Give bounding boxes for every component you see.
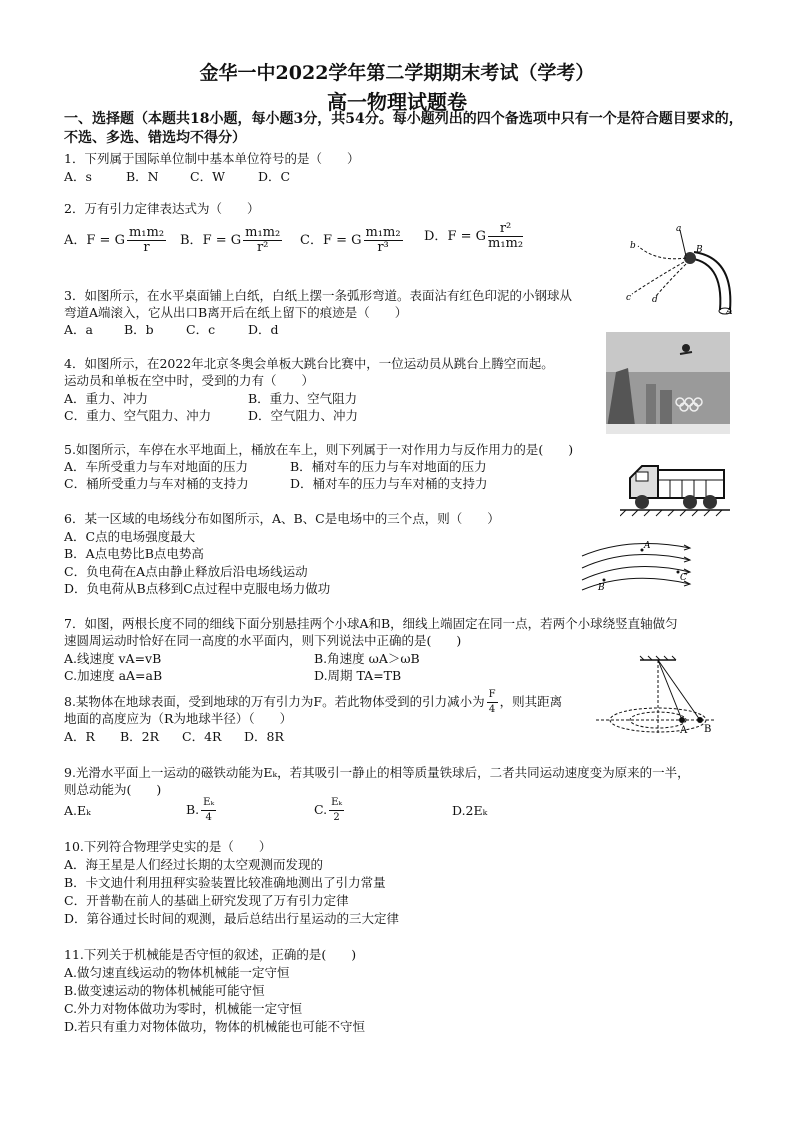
q6-stem: 6．某一区域的电场线分布如图所示，A、B、C是电场中的三个点，则（ ） bbox=[64, 511, 500, 526]
q10-option-a: A．海王星是人们经过长期的太空观测而发现的 bbox=[64, 857, 324, 872]
q6-option-d: D．负电荷从B点移到C点过程中克服电场力做功 bbox=[64, 581, 331, 596]
q10-option-b: B．卡文迪什利用扭秤实验装置比较准确地测出了引力常量 bbox=[64, 875, 386, 890]
q3-option-c: C．c bbox=[186, 322, 216, 337]
q1-option-b: B．N bbox=[126, 169, 159, 184]
q4-option-c: C．重力、空气阻力、冲力 bbox=[64, 408, 212, 423]
q10-stem: 10.下列符合物理学史实的是（ ） bbox=[64, 839, 272, 854]
q9-line2: 则总动能为( ) bbox=[64, 782, 162, 797]
q1-option-d: D．C bbox=[258, 169, 291, 184]
truck-figure bbox=[620, 456, 730, 522]
q2-option-b: B．F = G $\frac{\text{m₁m₂}}{\text{r²}}$ bbox=[180, 225, 281, 255]
q11-option-c: C.外力对物体做功为零时，机械能一定守恒 bbox=[64, 1001, 303, 1016]
q3-option-d: D．d bbox=[248, 322, 279, 337]
q11-option-a: A.做匀速直线运动的物体机械能一定守恒 bbox=[64, 965, 290, 980]
svg-text:B: B bbox=[704, 724, 712, 735]
q2-option-a: A．F = G $\frac{\text{m₁m₂}}{r}$ bbox=[64, 225, 165, 255]
q6-option-b: B．A点电势比B点电势高 bbox=[64, 546, 204, 561]
svg-text:c: c bbox=[626, 293, 632, 303]
q2-stem: 2．万有引力定律表达式为（ ） bbox=[64, 201, 260, 216]
q11-stem: 11.下列关于机械能是否守恒的叙述，正确的是( ) bbox=[64, 947, 357, 962]
curved-track-figure bbox=[616, 222, 736, 322]
q4-line2: 运动员和单板在空中时，受到的力有（ ） bbox=[64, 373, 315, 388]
q7-line2: 速圆周运动时恰好在同一高度的水平面内，则下列说法中正确的是( ) bbox=[64, 633, 462, 648]
q9-option-a: A.Eₖ bbox=[64, 803, 91, 818]
q3-option-b: B．b bbox=[124, 322, 154, 337]
q9-option-c: C. $\frac{\text{Eₖ}}{2}$ bbox=[314, 797, 343, 823]
page-title: 金华一中2022学年第二学期期末考试（学考） bbox=[199, 62, 595, 84]
q8-option-b: B．2R bbox=[120, 729, 160, 744]
q10-option-c: C．开普勒在前人的基础上研究发现了万有引力定律 bbox=[64, 893, 349, 908]
q10-option-d: D．第谷通过长时间的观测，最后总结出行星运动的三大定律 bbox=[64, 911, 400, 926]
q5-option-b: B．桶对车的压力与车对地面的压力 bbox=[290, 459, 487, 474]
q7-option-c: C.加速度 aA=aB bbox=[64, 668, 163, 683]
q4-line1: 4．如图所示，在2022年北京冬奥会单板大跳台比赛中，一位运动员从跳台上腾空而起。 bbox=[64, 356, 554, 371]
q8-option-a: A．R bbox=[64, 729, 95, 744]
svg-text:b: b bbox=[630, 241, 636, 251]
q8-line1: 8.某物体在地球表面，受到地球的万有引力为F。若此物体受到的引力减小为 $\frac{F}{4}$ ，则其距离 bbox=[64, 689, 563, 715]
q4-option-d: D．空气阻力、冲力 bbox=[248, 408, 359, 423]
q6-option-c: C．负电荷在A点由静止释放后沿电场线运动 bbox=[64, 564, 308, 579]
q9-option-b: B. $\frac{\text{Eₖ}}{4}$ bbox=[186, 797, 215, 823]
q11-option-b: B.做变速运动的物体机械能可能守恒 bbox=[64, 983, 265, 998]
q5-option-d: D．桶对车的压力与车对桶的支持力 bbox=[290, 476, 488, 491]
q8-option-c: C．4R bbox=[182, 729, 222, 744]
svg-text:A: A bbox=[680, 725, 688, 736]
q1-option-c: C．W bbox=[190, 169, 225, 184]
q8-option-d: D．8R bbox=[244, 729, 284, 744]
q5-option-c: C．桶所受重力与车对桶的支持力 bbox=[64, 476, 249, 491]
q11-option-d: D.若只有重力对物体做功，物体的机械能也可能不守恒 bbox=[64, 1019, 366, 1034]
q8-line2: 地面的高度应为（R为地球半径）（ ） bbox=[64, 711, 293, 726]
page-subtitle: 高一物理试题卷 bbox=[327, 90, 467, 114]
conical-pendulum-figure bbox=[596, 654, 720, 738]
electric-field-figure bbox=[580, 528, 698, 596]
svg-text:a: a bbox=[676, 224, 682, 234]
q3-option-a: A．a bbox=[64, 322, 93, 337]
q4-option-b: B．重力、空气阻力 bbox=[248, 391, 358, 406]
q9-line1: 9.光滑水平面上一运动的磁铁动能为Eₖ，若其吸引一静止的相等质量铁球后，二者共同运动速度变为原来的一半， bbox=[64, 765, 690, 780]
q5-option-a: A．车所受重力与车对地面的压力 bbox=[64, 459, 249, 474]
q7-line1: 7．如图，两根长度不同的细线下面分别悬挂两个小球A和B，细线上端固定在同一点，若两个小球绕竖直轴做匀 bbox=[64, 616, 678, 631]
q2-option-c: C．F = G $\frac{\text{m₁m₂}}{\text{r³}}$ bbox=[300, 225, 401, 255]
svg-text:B: B bbox=[598, 583, 605, 593]
q3-line2: 弯道A端滚入，它从出口B离开后在纸上留下的痕迹是（ ） bbox=[64, 305, 408, 320]
svg-text:A: A bbox=[726, 307, 733, 317]
section-heading: 一、选择题（本题共18小题，每小题3分，共54分。每小题列出的四个备选项中只有一个是符合题目要求的，不选、多选、错选均不得分） bbox=[64, 111, 743, 146]
q7-option-d: D.周期 TA=TB bbox=[314, 668, 402, 683]
q2-option-d: D．F = G $\frac{\text{r²}}{\text{m₁m₂}}$ bbox=[424, 221, 524, 251]
q6-option-a: A．C点的电场强度最大 bbox=[64, 529, 196, 544]
ski-jump-photo bbox=[606, 332, 730, 434]
svg-text:B: B bbox=[696, 245, 703, 255]
svg-text:d: d bbox=[652, 295, 658, 305]
q1-option-a: A．s bbox=[64, 169, 92, 184]
q1-stem: 1．下列属于国际单位制中基本单位符号的是（ ） bbox=[64, 151, 360, 166]
q7-option-a: A.线速度 vA=vB bbox=[64, 651, 162, 666]
q4-option-a: A．重力、冲力 bbox=[64, 391, 149, 406]
svg-text:A: A bbox=[644, 541, 651, 551]
q3-line1: 3．如图所示，在水平桌面铺上白纸，白纸上摆一条弧形弯道。表面沾有红色印泥的小钢球从 bbox=[64, 288, 572, 303]
svg-text:C: C bbox=[680, 573, 687, 583]
q7-option-b: B.角速度 ωA＞ωB bbox=[314, 651, 420, 666]
q5-stem: 5.如图所示，车停在水平地面上，桶放在车上，则下列属于一对作用力与反作用力的是( ) bbox=[64, 442, 574, 457]
q9-option-d: D.2Eₖ bbox=[452, 803, 488, 818]
